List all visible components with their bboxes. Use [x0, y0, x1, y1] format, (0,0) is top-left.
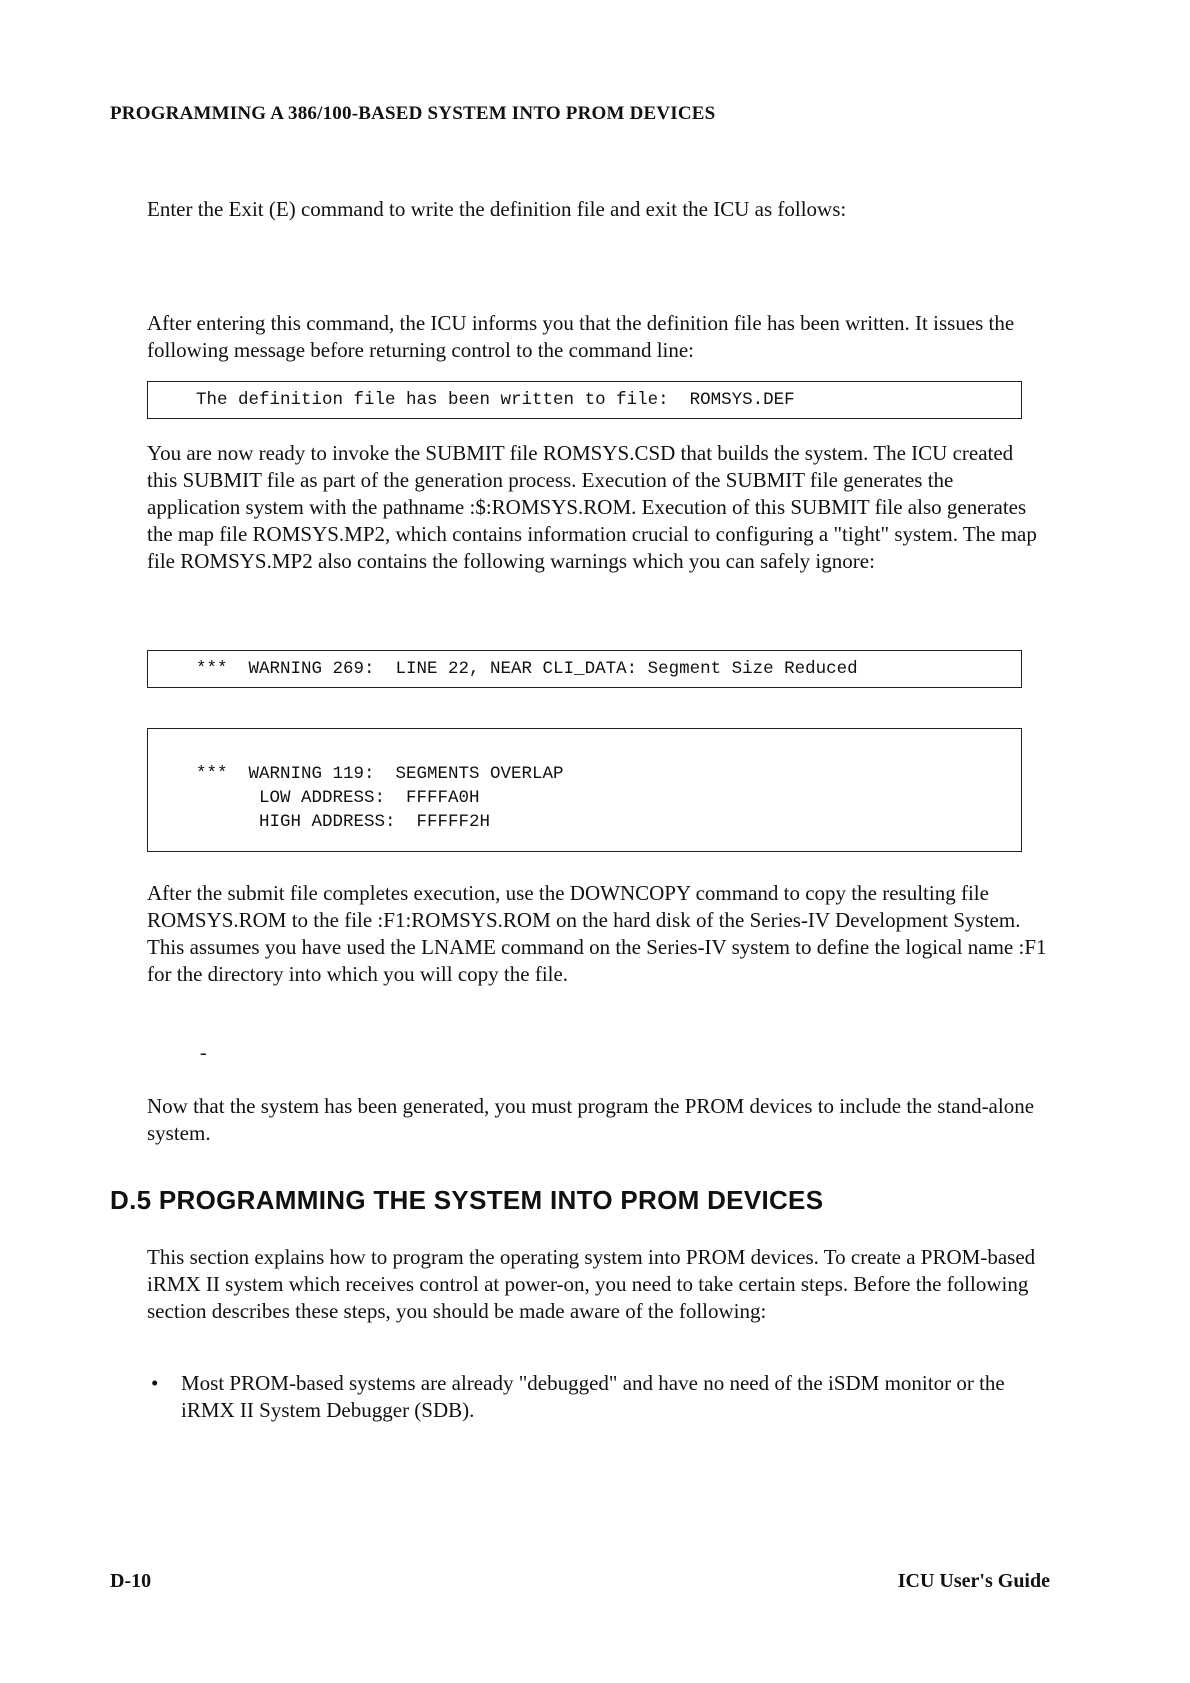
section-intro-paragraph: This section explains how to program the operating system into PROM devices. To create a PROM-based iRMX II system which receives control at power-on, you need to take certain steps. Before the following section describes these steps, you should be made aware of the following:: [147, 1245, 1036, 1323]
after-entering-paragraph: After entering this command, the ICU informs you that the definition file has been written. It issues the following message before returning control to the command line:: [147, 311, 1015, 362]
downcopy-paragraph: After the submit file completes execution, use the DOWNCOPY command to copy the resulting file ROMSYS.ROM to the file :F1:ROMSYS.ROM on the hard disk of the Series-IV Development System. This assumes you have used the LNAME command on the Series-IV system to define the logical name :F1 for the directory into which you will copy the file.: [147, 881, 1047, 986]
exit-command-paragraph: Enter the Exit (E) command to write the definition file and exit the ICU as follows:: [147, 197, 847, 221]
warning-269-box: *** WARNING 269: LINE 22, NEAR CLI_DATA: Segment Size Reduced: [147, 650, 1022, 688]
definition-message-box: The definition file has been written to file: ROMSYS.DEF: [147, 381, 1022, 419]
page-number: D-10: [110, 1570, 152, 1592]
now-generated-paragraph: Now that the system has been generated, you must program the PROM devices to include the stand-alone system.: [147, 1094, 1035, 1145]
bullet-text: Most PROM-based systems are already "debugged" and have no need of the iSDM monitor or the iRMX II System Debugger (SDB).: [181, 1371, 1005, 1422]
stray-dash-mark: -: [200, 1042, 207, 1064]
submit-file-paragraph: You are now ready to invoke the SUBMIT file ROMSYS.CSD that builds the system. The ICU created this SUBMIT file as part of the generation process. Execution of the SUBMIT file generates the application system with the pathname :$:ROMSYS.ROM. Execution of this SUBMIT file also generates the map file ROMSYS.MP2, which contains information crucial to configuring a "tight" system. The map file ROMSYS.MP2 also contains the following warnings which you can safely ignore:: [147, 441, 1037, 573]
running-header: PROGRAMMING A 386/100-BASED SYSTEM INTO PROM DEVICES: [110, 103, 716, 124]
section-heading: D.5 PROGRAMMING THE SYSTEM INTO PROM DEVICES: [110, 1185, 824, 1215]
bullet-mark: •: [151, 1371, 159, 1395]
warning-119-box: *** WARNING 119: SEGMENTS OVERLAP LOW ADDRESS: FFFFA0H HIGH ADDRESS: FFFFF2H: [147, 728, 1022, 852]
guide-title: ICU User's Guide: [897, 1570, 1050, 1592]
